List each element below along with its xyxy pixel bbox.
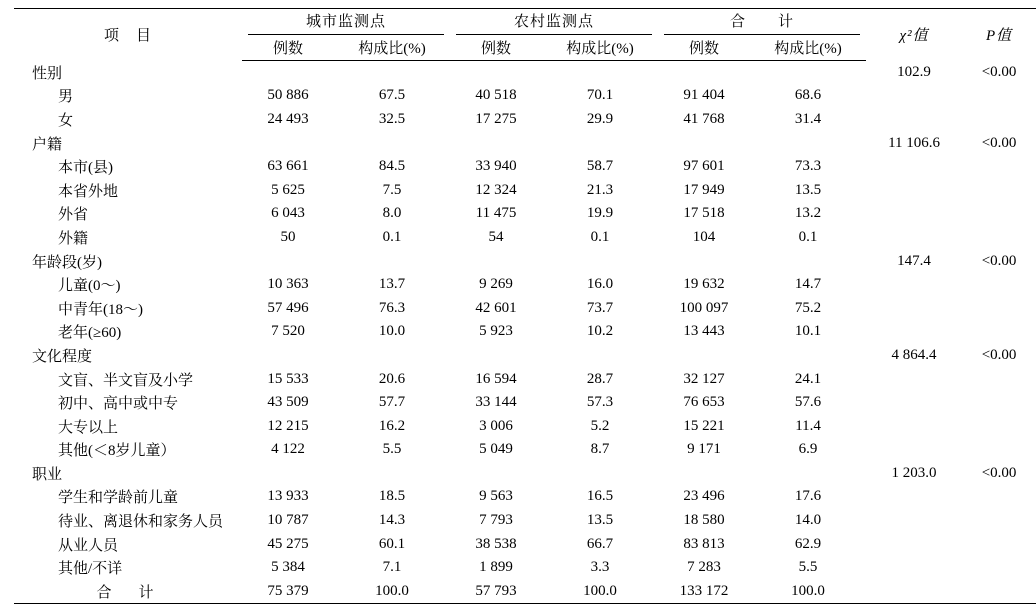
table-row bbox=[14, 485, 1036, 509]
cell-urban-percent: 84.5 bbox=[378, 158, 406, 175]
table-row bbox=[14, 532, 1036, 556]
cell-total-count: 97 601 bbox=[683, 158, 725, 175]
cell-urban-count: 12 215 bbox=[267, 417, 309, 434]
table-row bbox=[14, 344, 1036, 368]
total-rural-percent: 100.0 bbox=[542, 580, 658, 604]
cell-rural-percent bbox=[542, 61, 658, 85]
table-row bbox=[14, 273, 1036, 297]
cell-total-percent: 11.4 bbox=[795, 417, 821, 434]
table-row bbox=[14, 155, 1036, 179]
cell-rural-count: 9 563 bbox=[479, 488, 513, 505]
cell-chi-square bbox=[866, 296, 962, 320]
header-p-value-label: P值 bbox=[985, 28, 1013, 45]
cell-urban-count: 13 933 bbox=[267, 488, 309, 505]
cell-chi-square bbox=[866, 108, 962, 132]
cell-rural-count: 54 bbox=[488, 228, 504, 245]
cell-p-value bbox=[962, 84, 1036, 108]
cell-urban-count: 10 787 bbox=[267, 512, 309, 529]
cell-urban-percent: 32.5 bbox=[378, 110, 406, 127]
header-chi-square bbox=[866, 9, 962, 61]
cell-chi-square bbox=[866, 178, 962, 202]
row-item-label: 性别 bbox=[32, 65, 63, 82]
cell-p-value bbox=[962, 273, 1036, 297]
header-total-pct: 构成比(%) bbox=[750, 35, 866, 61]
cell-total-count: 91 404 bbox=[683, 87, 725, 104]
table-head bbox=[14, 9, 1036, 61]
cell-urban-count: 57 496 bbox=[267, 299, 309, 316]
cell-rural-count: 5 923 bbox=[479, 323, 513, 340]
row-item-label: 职业 bbox=[32, 466, 63, 483]
cell-chi-square bbox=[866, 226, 962, 250]
cell-p-value bbox=[962, 226, 1036, 250]
cell-total-count: 13 443 bbox=[683, 323, 725, 340]
cell-rural-percent: 16.5 bbox=[586, 488, 614, 505]
cell-rural-count: 38 538 bbox=[475, 535, 517, 552]
cell-rural-count: 11 475 bbox=[475, 205, 517, 222]
cell-chi-square: 4 864.4 bbox=[891, 346, 937, 363]
table-total-row bbox=[14, 580, 1036, 604]
cell-rural-percent: 5.2 bbox=[590, 417, 610, 434]
row-item-label: 从业人员 bbox=[58, 537, 119, 554]
row-item-label: 中青年(18～) bbox=[58, 301, 143, 318]
cell-p-value: <0.00 bbox=[981, 252, 1017, 269]
cell-rural-count bbox=[450, 462, 542, 486]
cell-p-value bbox=[962, 556, 1036, 580]
cell-chi-square bbox=[866, 367, 962, 391]
cell-rural-count: 33 940 bbox=[475, 158, 517, 175]
row-item-label: 文盲、半文盲及小学 bbox=[58, 372, 194, 389]
table-row bbox=[14, 556, 1036, 580]
cell-urban-percent: 13.7 bbox=[378, 276, 406, 293]
cell-total-count: 15 221 bbox=[683, 417, 725, 434]
cell-p-value bbox=[962, 367, 1036, 391]
cell-urban-percent: 14.3 bbox=[378, 512, 406, 529]
table-row bbox=[14, 509, 1036, 533]
table-row bbox=[14, 131, 1036, 155]
row-item-label: 学生和学龄前儿童 bbox=[58, 490, 179, 507]
cell-total-count: 100 097 bbox=[679, 299, 729, 316]
cell-urban-count: 15 533 bbox=[267, 370, 309, 387]
row-item-label: 待业、离退休和家务人员 bbox=[58, 514, 224, 531]
row-item-label: 本市(县) bbox=[58, 160, 113, 177]
cell-chi-square bbox=[866, 532, 962, 556]
table-row bbox=[14, 84, 1036, 108]
cell-rural-percent: 70.1 bbox=[586, 87, 614, 104]
cell-urban-percent: 0.1 bbox=[382, 228, 402, 245]
cell-total-count: 19 632 bbox=[683, 276, 725, 293]
cell-total-percent: 62.9 bbox=[794, 535, 822, 552]
cell-total-count: 17 518 bbox=[683, 205, 725, 222]
cell-rural-percent: 13.5 bbox=[586, 512, 614, 529]
cell-total-percent bbox=[750, 61, 866, 85]
cell-chi-square bbox=[866, 273, 962, 297]
cell-urban-count: 43 509 bbox=[267, 394, 309, 411]
cell-urban-count: 6 043 bbox=[271, 205, 305, 222]
row-item-label: 儿童(0～) bbox=[58, 278, 121, 295]
table-row bbox=[14, 61, 1036, 85]
cell-urban-percent: 20.6 bbox=[378, 370, 406, 387]
cell-p-value bbox=[962, 296, 1036, 320]
cell-p-value bbox=[962, 178, 1036, 202]
cell-p-value: <0.00 bbox=[981, 134, 1017, 151]
cell-rural-count: 9 269 bbox=[479, 276, 513, 293]
cell-rural-count: 42 601 bbox=[475, 299, 517, 316]
cell-rural-percent: 73.7 bbox=[586, 299, 614, 316]
cell-rural-count bbox=[450, 131, 542, 155]
cell-chi-square: 11 106.6 bbox=[888, 134, 941, 151]
row-item-label: 其他/不详 bbox=[58, 561, 123, 578]
table-body bbox=[14, 61, 1036, 604]
cell-rural-percent: 3.3 bbox=[590, 559, 610, 576]
cell-rural-count: 7 793 bbox=[479, 512, 513, 529]
header-group-urban-label: 城市监测点 bbox=[248, 10, 444, 35]
cell-total-count: 18 580 bbox=[683, 512, 725, 529]
header-group-total-label: 合 计 bbox=[664, 10, 860, 35]
table-row bbox=[14, 178, 1036, 202]
row-item-label: 老年(≥60) bbox=[58, 325, 122, 342]
total-row-label: 合 计 bbox=[14, 580, 242, 604]
row-item-label: 女 bbox=[58, 112, 74, 129]
cell-urban-percent: 67.5 bbox=[378, 87, 406, 104]
cell-urban-count: 5 625 bbox=[271, 181, 305, 198]
table-row bbox=[14, 462, 1036, 486]
cell-p-value bbox=[962, 391, 1036, 415]
cell-total-count: 83 813 bbox=[683, 535, 725, 552]
cell-urban-percent bbox=[334, 344, 450, 368]
cell-urban-count: 10 363 bbox=[267, 276, 309, 293]
row-item-label: 初中、高中或中专 bbox=[58, 396, 179, 413]
header-group-rural bbox=[450, 9, 658, 36]
row-item-label: 年龄段(岁) bbox=[32, 254, 102, 271]
total-total-percent: 100.0 bbox=[750, 580, 866, 604]
cell-total-count bbox=[658, 131, 750, 155]
row-item-label: 外省 bbox=[58, 207, 89, 224]
cell-total-count bbox=[658, 462, 750, 486]
cell-urban-count bbox=[242, 462, 334, 486]
cell-chi-square bbox=[866, 509, 962, 533]
cell-p-value bbox=[962, 414, 1036, 438]
cell-chi-square bbox=[866, 202, 962, 226]
cell-urban-percent: 10.0 bbox=[378, 323, 406, 340]
cell-p-value bbox=[962, 509, 1036, 533]
cell-total-percent: 31.4 bbox=[794, 110, 822, 127]
cell-total-percent: 6.9 bbox=[798, 441, 818, 458]
header-rural-pct: 构成比(%) bbox=[542, 35, 658, 61]
cell-p-value bbox=[962, 108, 1036, 132]
cell-total-count: 104 bbox=[692, 228, 716, 245]
cell-p-value bbox=[962, 438, 1036, 462]
cell-rural-percent: 16.0 bbox=[586, 276, 614, 293]
cell-total-percent: 24.1 bbox=[794, 370, 822, 387]
cell-urban-count bbox=[242, 61, 334, 85]
cell-chi-square bbox=[866, 556, 962, 580]
cell-rural-count: 17 275 bbox=[475, 110, 517, 127]
cell-urban-percent: 7.5 bbox=[382, 181, 402, 198]
table-row bbox=[14, 438, 1036, 462]
cell-rural-count: 3 006 bbox=[479, 417, 513, 434]
cell-total-percent: 68.6 bbox=[794, 87, 822, 104]
table-row bbox=[14, 391, 1036, 415]
cell-rural-percent: 58.7 bbox=[586, 158, 614, 175]
cell-total-count: 17 949 bbox=[683, 181, 725, 198]
cell-rural-percent: 19.9 bbox=[586, 205, 614, 222]
header-group-row bbox=[14, 9, 1036, 36]
cell-rural-count: 16 594 bbox=[475, 370, 517, 387]
table-row bbox=[14, 414, 1036, 438]
cell-p-value bbox=[962, 485, 1036, 509]
cell-p-value bbox=[962, 155, 1036, 179]
header-urban-pct: 构成比(%) bbox=[334, 35, 450, 61]
cell-urban-percent: 18.5 bbox=[378, 488, 406, 505]
cell-rural-percent: 0.1 bbox=[590, 228, 610, 245]
cell-chi-square bbox=[866, 155, 962, 179]
cell-chi-square bbox=[866, 485, 962, 509]
cell-total-percent: 14.7 bbox=[794, 276, 822, 293]
cell-p-value: <0.00 bbox=[981, 346, 1017, 363]
cell-urban-percent: 5.5 bbox=[382, 441, 402, 458]
cell-rural-count: 40 518 bbox=[475, 87, 517, 104]
cell-urban-count: 24 493 bbox=[267, 110, 309, 127]
cell-total-percent: 5.5 bbox=[798, 559, 818, 576]
cell-rural-percent: 66.7 bbox=[586, 535, 614, 552]
cell-rural-percent: 57.3 bbox=[586, 394, 614, 411]
cell-urban-percent: 57.7 bbox=[378, 394, 406, 411]
cell-p-value bbox=[962, 202, 1036, 226]
cell-rural-count: 5 049 bbox=[479, 441, 513, 458]
cell-rural-count: 33 144 bbox=[475, 394, 517, 411]
row-item-label: 户籍 bbox=[32, 136, 63, 153]
cell-total-percent bbox=[750, 344, 866, 368]
cell-p-value: <0.00 bbox=[981, 63, 1017, 80]
cell-chi-square bbox=[866, 414, 962, 438]
cell-urban-percent: 16.2 bbox=[378, 417, 406, 434]
cell-rural-percent bbox=[542, 131, 658, 155]
cell-urban-percent: 8.0 bbox=[382, 205, 402, 222]
header-rural-n: 例数 bbox=[450, 35, 542, 61]
header-total-n: 例数 bbox=[658, 35, 750, 61]
cell-rural-count: 1 899 bbox=[479, 559, 513, 576]
cell-total-count: 32 127 bbox=[683, 370, 725, 387]
row-item-label: 男 bbox=[58, 89, 74, 106]
total-p-value bbox=[962, 580, 1036, 604]
cell-urban-count: 45 275 bbox=[267, 535, 309, 552]
cell-urban-percent: 76.3 bbox=[378, 299, 406, 316]
table-row bbox=[14, 367, 1036, 391]
cell-chi-square bbox=[866, 320, 962, 344]
cell-rural-percent: 21.3 bbox=[586, 181, 614, 198]
total-rural-count: 57 793 bbox=[450, 580, 542, 604]
cell-rural-percent: 10.2 bbox=[586, 323, 614, 340]
table-row bbox=[14, 249, 1036, 273]
cell-total-percent: 10.1 bbox=[794, 323, 822, 340]
cell-urban-count: 5 384 bbox=[271, 559, 305, 576]
cell-rural-count: 12 324 bbox=[475, 181, 517, 198]
table-row bbox=[14, 202, 1036, 226]
cell-total-percent bbox=[750, 249, 866, 273]
header-item: 项 目 bbox=[14, 9, 242, 61]
cell-urban-percent bbox=[334, 462, 450, 486]
cell-total-count: 76 653 bbox=[683, 394, 725, 411]
cell-total-count: 9 171 bbox=[687, 441, 721, 458]
cell-urban-count: 50 bbox=[280, 228, 296, 245]
table-row bbox=[14, 296, 1036, 320]
cell-total-percent: 75.2 bbox=[794, 299, 822, 316]
cell-urban-count: 4 122 bbox=[271, 441, 305, 458]
cell-urban-percent: 60.1 bbox=[378, 535, 406, 552]
cell-total-percent: 14.0 bbox=[794, 512, 822, 529]
cell-total-count bbox=[658, 344, 750, 368]
row-item-label: 外籍 bbox=[58, 230, 89, 247]
row-item-label: 文化程度 bbox=[32, 348, 93, 365]
cell-urban-count bbox=[242, 249, 334, 273]
cell-urban-count: 50 886 bbox=[267, 87, 309, 104]
header-urban-n: 例数 bbox=[242, 35, 334, 61]
cell-total-percent: 0.1 bbox=[798, 228, 818, 245]
cell-chi-square bbox=[866, 84, 962, 108]
cell-total-percent: 17.6 bbox=[794, 488, 822, 505]
cell-total-percent: 13.2 bbox=[794, 205, 822, 222]
cell-chi-square bbox=[866, 438, 962, 462]
cell-total-percent: 57.6 bbox=[794, 394, 822, 411]
cell-rural-count bbox=[450, 344, 542, 368]
header-group-rural-label: 农村监测点 bbox=[456, 10, 652, 35]
cell-chi-square bbox=[866, 391, 962, 415]
cell-total-percent bbox=[750, 131, 866, 155]
cell-p-value: <0.00 bbox=[981, 464, 1017, 481]
cell-rural-percent: 29.9 bbox=[586, 110, 614, 127]
cell-chi-square: 102.9 bbox=[897, 63, 931, 80]
total-total-count: 133 172 bbox=[658, 580, 750, 604]
cell-rural-percent bbox=[542, 249, 658, 273]
cell-chi-square: 1 203.0 bbox=[891, 464, 937, 481]
header-p-value bbox=[962, 9, 1036, 61]
cell-rural-percent: 28.7 bbox=[586, 370, 614, 387]
cell-urban-percent bbox=[334, 249, 450, 273]
cell-urban-count: 7 520 bbox=[271, 323, 305, 340]
cell-rural-percent bbox=[542, 344, 658, 368]
row-item-label: 大专以上 bbox=[58, 419, 119, 436]
statistics-table bbox=[14, 8, 1036, 604]
table-row bbox=[14, 226, 1036, 250]
cell-p-value bbox=[962, 320, 1036, 344]
cell-rural-count bbox=[450, 249, 542, 273]
cell-urban-count: 63 661 bbox=[267, 158, 309, 175]
cell-urban-count bbox=[242, 344, 334, 368]
header-group-total bbox=[658, 9, 866, 36]
row-item-label: 本省外地 bbox=[58, 183, 119, 200]
header-group-urban bbox=[242, 9, 450, 36]
table-row bbox=[14, 320, 1036, 344]
cell-p-value bbox=[962, 532, 1036, 556]
row-item-label: 其他(＜8岁儿童） bbox=[58, 443, 176, 460]
cell-rural-percent bbox=[542, 462, 658, 486]
header-chi-square-label: χ²值 bbox=[899, 28, 929, 45]
cell-total-percent bbox=[750, 462, 866, 486]
cell-total-count: 41 768 bbox=[683, 110, 725, 127]
total-urban-percent: 100.0 bbox=[334, 580, 450, 604]
cell-urban-percent: 7.1 bbox=[382, 559, 402, 576]
cell-total-count bbox=[658, 61, 750, 85]
cell-total-count: 7 283 bbox=[687, 559, 721, 576]
cell-rural-percent: 8.7 bbox=[590, 441, 610, 458]
total-chi-square bbox=[866, 580, 962, 604]
table-row bbox=[14, 108, 1036, 132]
cell-chi-square: 147.4 bbox=[897, 252, 931, 269]
cell-rural-count bbox=[450, 61, 542, 85]
total-urban-count: 75 379 bbox=[242, 580, 334, 604]
cell-urban-count bbox=[242, 131, 334, 155]
cell-total-count bbox=[658, 249, 750, 273]
cell-total-percent: 73.3 bbox=[794, 158, 822, 175]
cell-total-count: 23 496 bbox=[683, 488, 725, 505]
cell-urban-percent bbox=[334, 131, 450, 155]
cell-total-percent: 13.5 bbox=[794, 181, 822, 198]
cell-urban-percent bbox=[334, 61, 450, 85]
